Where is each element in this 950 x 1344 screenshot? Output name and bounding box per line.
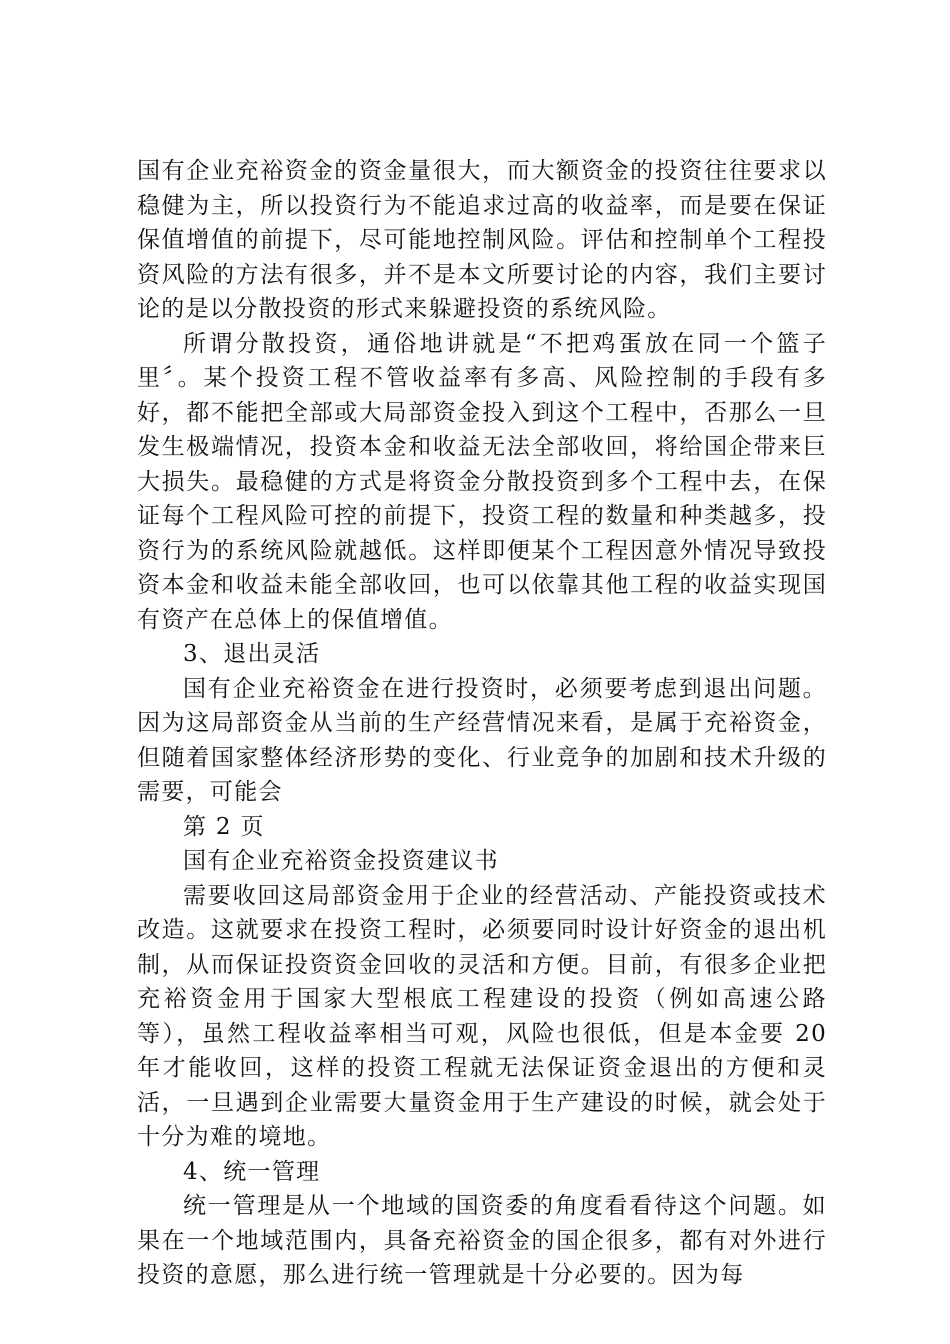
page-number: 第 2 页 (183, 813, 265, 840)
paragraph-risk-control: 国有企业充裕资金的资金量很大，而大额资金的投资往往要求以稳健为主，所以投资行为不能追求过高的收益率，而是要在保证保值增值的前提下，尽可能地控制风险。评估和控制单个工程投资风险的方法有很多，并不是本文所要讨论的内容，我们主要讨论的是以分散投资的形式来躲避投资的系统风险。 (137, 158, 827, 322)
document-page (137, 154, 827, 1293)
paragraph-diversified-investment: 所谓分散投资，通俗地讲就是“不把鸡蛋放在同一个篮子里〞。某个投资工程不管收益率有多高、风险控制的手段有多好，都不能把全部或大局部资金投入到这个工程中，否那么一旦发生极端情况，投资本金和收益无法全部收回，将给国企带来巨大损失。最稳健的方式是将资金分散投资到多个工程中去，在保证每个工程风险可控的前提下，投资工程的数量和种类越多，投资行为的系统风险就越低。这样即便某个工程因意外情况导致投资本金和收益未能全部收回，也可以依靠其他工程的收益实现国有资产在总体上的保值增值。 (137, 330, 827, 633)
paragraph-unified-management: 统一管理是从一个地域的国资委的角度看看待这个问题。如果在一个地域范围内，具备充裕资金的国企很多，都有对外进行投资的意愿，那么进行统一管理就是十分必要的。因为每 (137, 1193, 827, 1288)
document-title: 国有企业充裕资金投资建议书 (183, 848, 499, 874)
paragraph-exit-mechanism: 需要收回这局部资金用于企业的经营活动、产能投资或技术改造。这就要求在投资工程时，必须要同时设计好资金的退出机制，从而保证投资资金回收的灵活和方便。目前，有很多企业把充裕资金用于国家大型根底工程建设的投资（例如高速公路等），虽然工程收益率相当可观，风险也很低，但是本金要 20 年才能收回，这样的投资工程就无法保证资金退出的方便和灵活，一旦遇到企业需要大量资金用于生产建设的时候，就会处于十分为难的境地。 (137, 882, 827, 1150)
paragraph-exit-problem: 国有企业充裕资金在进行投资时，必须要考虑到退出问题。因为这局部资金从当前的生产经营情况来看，是属于充裕资金，但随着国家整体经济形势的变化、行业竞争的加剧和技术升级的需要，可能会 (137, 675, 827, 805)
section-heading-flexible-exit: 3、退出灵活 (183, 641, 321, 667)
section-heading-unified-management: 4、统一管理 (183, 1158, 321, 1185)
